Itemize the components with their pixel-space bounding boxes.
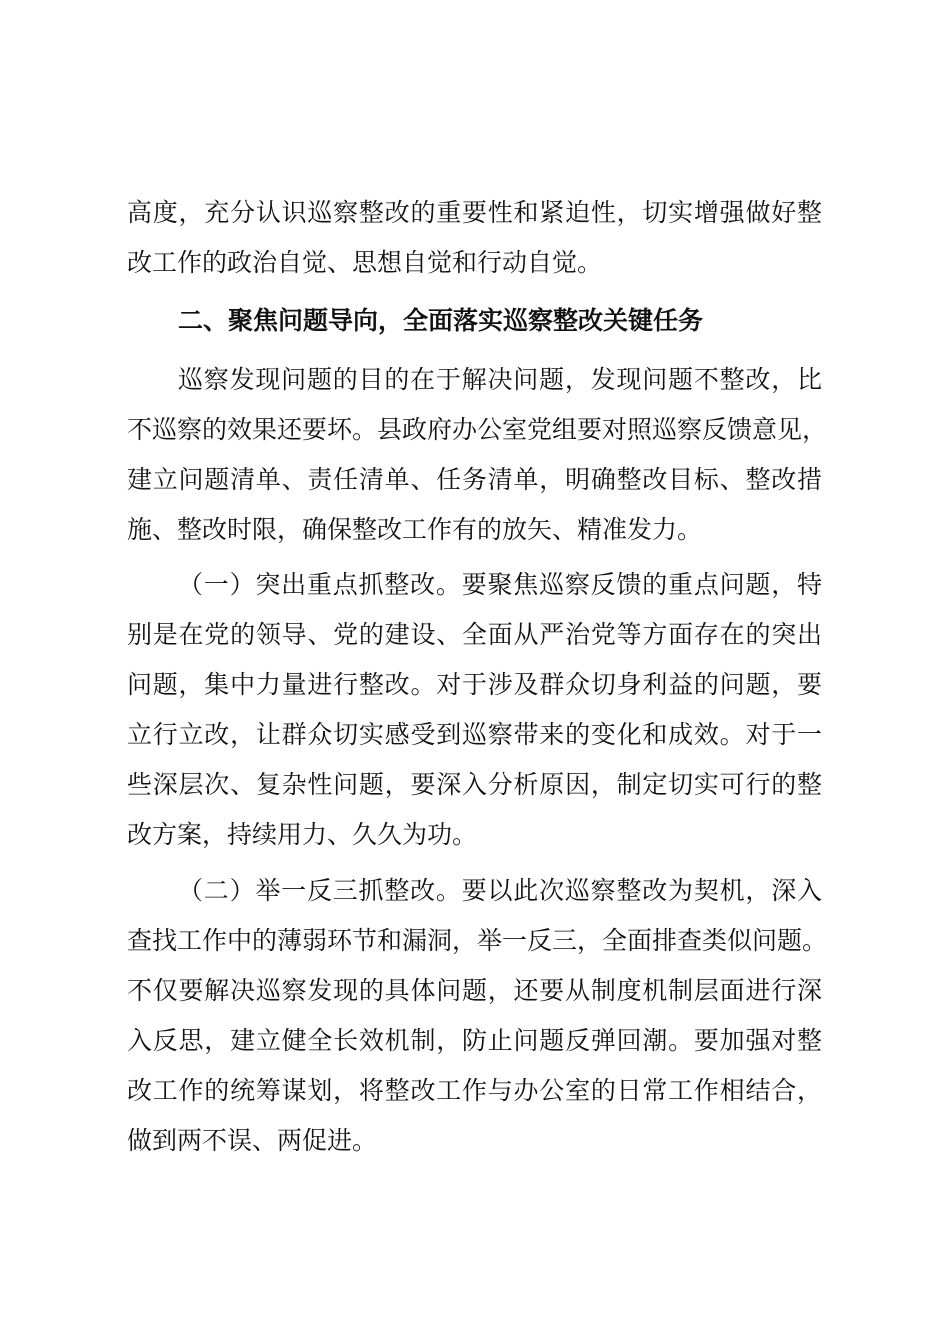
text-line: 些深层次、复杂性问题，要深入分析原因，制定切实可行的整 — [127, 770, 822, 799]
text-line: 施、整改时限，确保整改工作有的放矢、精准发力。 — [127, 515, 703, 544]
text-line: 改工作的统筹谋划，将整改工作与办公室的日常工作相结合， — [127, 1076, 822, 1105]
text-line: 巡察发现问题的目的在于解决问题，发现问题不整改，比 — [178, 365, 822, 394]
text-line: 别是在党的领导、党的建设、全面从严治党等方面存在的突出 — [127, 620, 822, 649]
text-line: 做到两不误、两促进。 — [127, 1126, 378, 1155]
text-line: 入反思，建立健全长效机制，防止问题反弹回潮。要加强对整 — [127, 1026, 822, 1055]
text-line: 查找工作中的薄弱环节和漏洞，举一反三，全面排查类似问题。 — [127, 926, 828, 955]
text-line: （一）突出重点抓整改。要聚焦巡察反馈的重点问题，特 — [178, 570, 822, 599]
paragraph-continuation — [127, 188, 822, 288]
paragraph-intro — [127, 355, 828, 555]
paragraph-item-1 — [127, 560, 822, 860]
text-line: 改工作的政治自觉、思想自觉和行动自觉。 — [127, 248, 603, 277]
text-line: （二）举一反三抓整改。要以此次巡察整改为契机，深入 — [178, 876, 822, 905]
text-line: 问题，集中力量进行整改。对于涉及群众切身利益的问题，要 — [127, 670, 822, 699]
text-line: 不仅要解决巡察发现的具体问题，还要从制度机制层面进行深 — [127, 976, 822, 1005]
text-line: 建立问题清单、责任清单、任务清单，明确整改目标、整改措 — [127, 465, 822, 494]
heading-text: 二、聚焦问题导向，全面落实巡察整改关键任务 — [178, 306, 704, 335]
text-line: 立行立改，让群众切实感受到巡察带来的变化和成效。对于一 — [127, 720, 822, 749]
text-line: 改方案，持续用力、久久为功。 — [127, 820, 478, 849]
text-line: 不巡察的效果还要坏。县政府办公室党组要对照巡察反馈意见， — [127, 415, 828, 444]
text-line: 高度，充分认识巡察整改的重要性和紧迫性，切实增强做好整 — [127, 198, 822, 227]
paragraph-item-2 — [127, 866, 828, 1166]
section-heading — [127, 296, 822, 346]
